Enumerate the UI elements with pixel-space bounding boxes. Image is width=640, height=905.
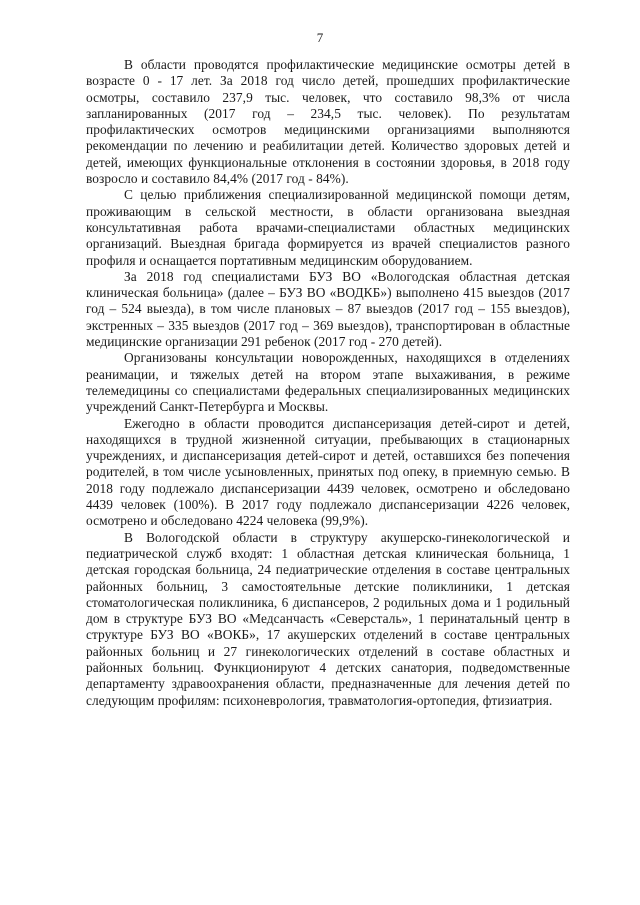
body-text bbox=[86, 57, 570, 709]
page-number: 7 bbox=[316, 30, 324, 45]
paragraph-orphan-screening: Ежегодно в области проводится диспансеризация детей-сирот и детей, находящихся в трудной жизненной ситуации, пребывающих в стационарных учреждениях, и диспансеризация детей-сирот и детей, оставшихся без попечения родителей, в том числе усыновленных, принятых под опеку, в приемную семью. В 2018 году подлежало диспансеризации 4439 человек, осмотрено и обследовано 4439 человек (100%). В 2017 году подлежало диспансеризации 4226 человек, осмотрено и обследовано 4224 человека (99,9%). bbox=[86, 415, 570, 529]
paragraph-telemedicine: Организованы консультации новорожденных, находящихся в отделениях реанимации, и тяжелых детей на втором этапе выхаживания, в режиме телемедицины со специалистами федеральных специализированных медицинских учреждений Санкт-Петербурга и Москвы. bbox=[86, 350, 570, 415]
paragraph-service-structure: В Вологодской области в структуру акушерско-гинекологической и педиатрической служб входят: 1 областная детская клиническая больница, 1 детская городская больница, 24 педиатрические отделения в составе центральных районных больниц, 3 самостоятельные детские поликлиники, 1 детская стоматологическая поликлиника, 6 диспансеров, 2 родильных дома и 1 родильный дом в структуре БУЗ ВО «Медсанчасть «Северсталь», 1 перинатальный центр в структуре БУЗ ВО «ВОКБ», 17 акушерских отделений в составе центральных районных больниц и 27 гинекологических отделений в составе областных и районных больниц. Функционируют 4 детских санатория, подведомственные департаменту здравоохранения области, предназначенные для лечения детей по следующим профилям: психоневрология, травматология-ортопедия, фтизиатрия. bbox=[86, 529, 570, 708]
paragraph-hospital-trips: За 2018 год специалистами БУЗ ВО «Вологодская областная детская клиническая больница» (далее – БУЗ ВО «ВОДКБ») выполнено 415 выездов (2017 год – 524 выезда), в том числе плановых – 87 выездов (2017 год – 155 выездов), экстренных – 335 выездов (2017 год – 369 выездов), транспортирован в областные медицинские организации 291 ребенок (2017 год - 270 детей). bbox=[86, 268, 570, 350]
paragraph-outreach-care: С целью приближения специализированной медицинской помощи детям, проживающим в сельской местности, в области организована выездная консультативная работа врачами-специалистами областных медицинских организаций. Выездная бригада формируется из врачей специалистов разного профиля и оснащается портативным медицинским оборудованием. bbox=[86, 187, 570, 268]
paragraph-preventive-exams: В области проводятся профилактические медицинские осмотры детей в возрасте 0 - 17 лет. За 2018 год число детей, прошедших профилактические осмотры, составило 237,9 тыс. человек, что составило 98,3% от числа запланированных (2017 год – 234,5 тыс. человек). По результатам профилактических осмотров медицинскими организациями выполняются рекомендации по лечению и реабилитации детей. Количество здоровых детей и детей, имеющих функциональные отклонения в состоянии здоровья, в 2018 году возросло и составило 84,4% (2017 год - 84%). bbox=[86, 57, 570, 187]
